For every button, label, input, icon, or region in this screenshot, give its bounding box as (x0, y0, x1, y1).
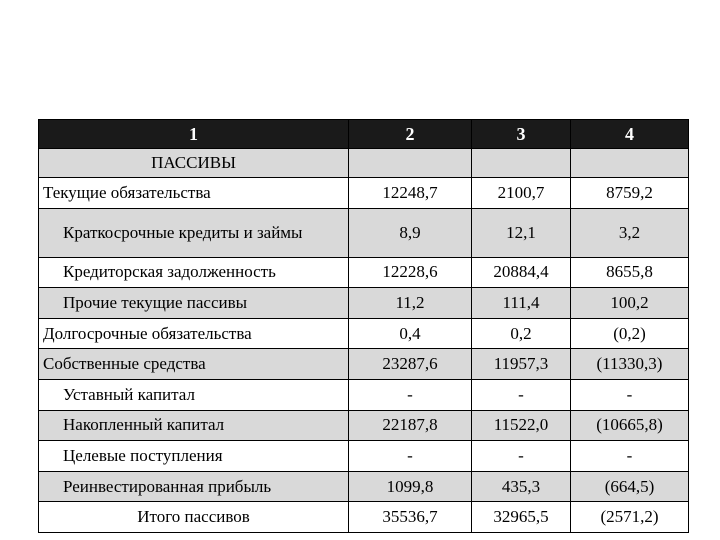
row-value-2: 22187,8 (349, 410, 472, 441)
row-value-4: (11330,3) (571, 349, 689, 380)
row-value-3: 435,3 (472, 471, 571, 502)
row-value-2: 8,9 (349, 208, 472, 257)
table-row (39, 318, 689, 349)
row-value-2: 11,2 (349, 288, 472, 319)
row-label: Собственные средства (39, 349, 349, 380)
row-value-4: 100,2 (571, 288, 689, 319)
table-row (39, 349, 689, 380)
section-row (39, 149, 689, 178)
row-value-4: - (571, 379, 689, 410)
table-row-total (39, 502, 689, 533)
liabilities-table (38, 119, 689, 533)
row-value-4: (664,5) (571, 471, 689, 502)
table-row (39, 288, 689, 319)
row-value-2: - (349, 441, 472, 472)
row-value-3: 12,1 (472, 208, 571, 257)
row-value-3: 0,2 (472, 318, 571, 349)
section-cell (349, 149, 472, 178)
row-value-3: 32965,5 (472, 502, 571, 533)
row-value-3: - (472, 441, 571, 472)
row-value-2: 12228,6 (349, 257, 472, 288)
row-value-4: - (571, 441, 689, 472)
row-label: Краткосрочные кредиты и займы (39, 208, 349, 257)
row-label: Реинвестированная прибыль (39, 471, 349, 502)
table-row (39, 410, 689, 441)
row-label: Уставный капитал (39, 379, 349, 410)
section-cell (472, 149, 571, 178)
table-row (39, 471, 689, 502)
header-col-4: 4 (571, 120, 689, 149)
row-value-3: 20884,4 (472, 257, 571, 288)
row-value-2: 23287,6 (349, 349, 472, 380)
table-row (39, 257, 689, 288)
row-value-2: 12248,7 (349, 178, 472, 209)
section-title: ПАССИВЫ (39, 149, 349, 178)
header-col-1: 1 (39, 120, 349, 149)
section-cell (571, 149, 689, 178)
row-value-4: (10665,8) (571, 410, 689, 441)
row-value-4: (2571,2) (571, 502, 689, 533)
table-row (39, 208, 689, 257)
table-row (39, 178, 689, 209)
table-row (39, 379, 689, 410)
row-value-4: 3,2 (571, 208, 689, 257)
row-value-2: 0,4 (349, 318, 472, 349)
row-value-2: 1099,8 (349, 471, 472, 502)
header-col-3: 3 (472, 120, 571, 149)
row-label: Прочие текущие пассивы (39, 288, 349, 319)
row-value-3: 11957,3 (472, 349, 571, 380)
row-value-4: 8655,8 (571, 257, 689, 288)
row-label: Накопленный капитал (39, 410, 349, 441)
row-label: Долгосрочные обязательства (39, 318, 349, 349)
row-value-3: - (472, 379, 571, 410)
row-label: Текущие обязательства (39, 178, 349, 209)
header-col-2: 2 (349, 120, 472, 149)
table-row (39, 441, 689, 472)
row-value-3: 111,4 (472, 288, 571, 319)
row-value-2: 35536,7 (349, 502, 472, 533)
table-header-row (39, 120, 689, 149)
row-value-4: (0,2) (571, 318, 689, 349)
row-value-3: 2100,7 (472, 178, 571, 209)
row-value-3: 11522,0 (472, 410, 571, 441)
row-value-4: 8759,2 (571, 178, 689, 209)
row-label: Кредиторская задолженность (39, 257, 349, 288)
row-label: Итого пассивов (39, 502, 349, 533)
row-value-2: - (349, 379, 472, 410)
row-label: Целевые поступления (39, 441, 349, 472)
